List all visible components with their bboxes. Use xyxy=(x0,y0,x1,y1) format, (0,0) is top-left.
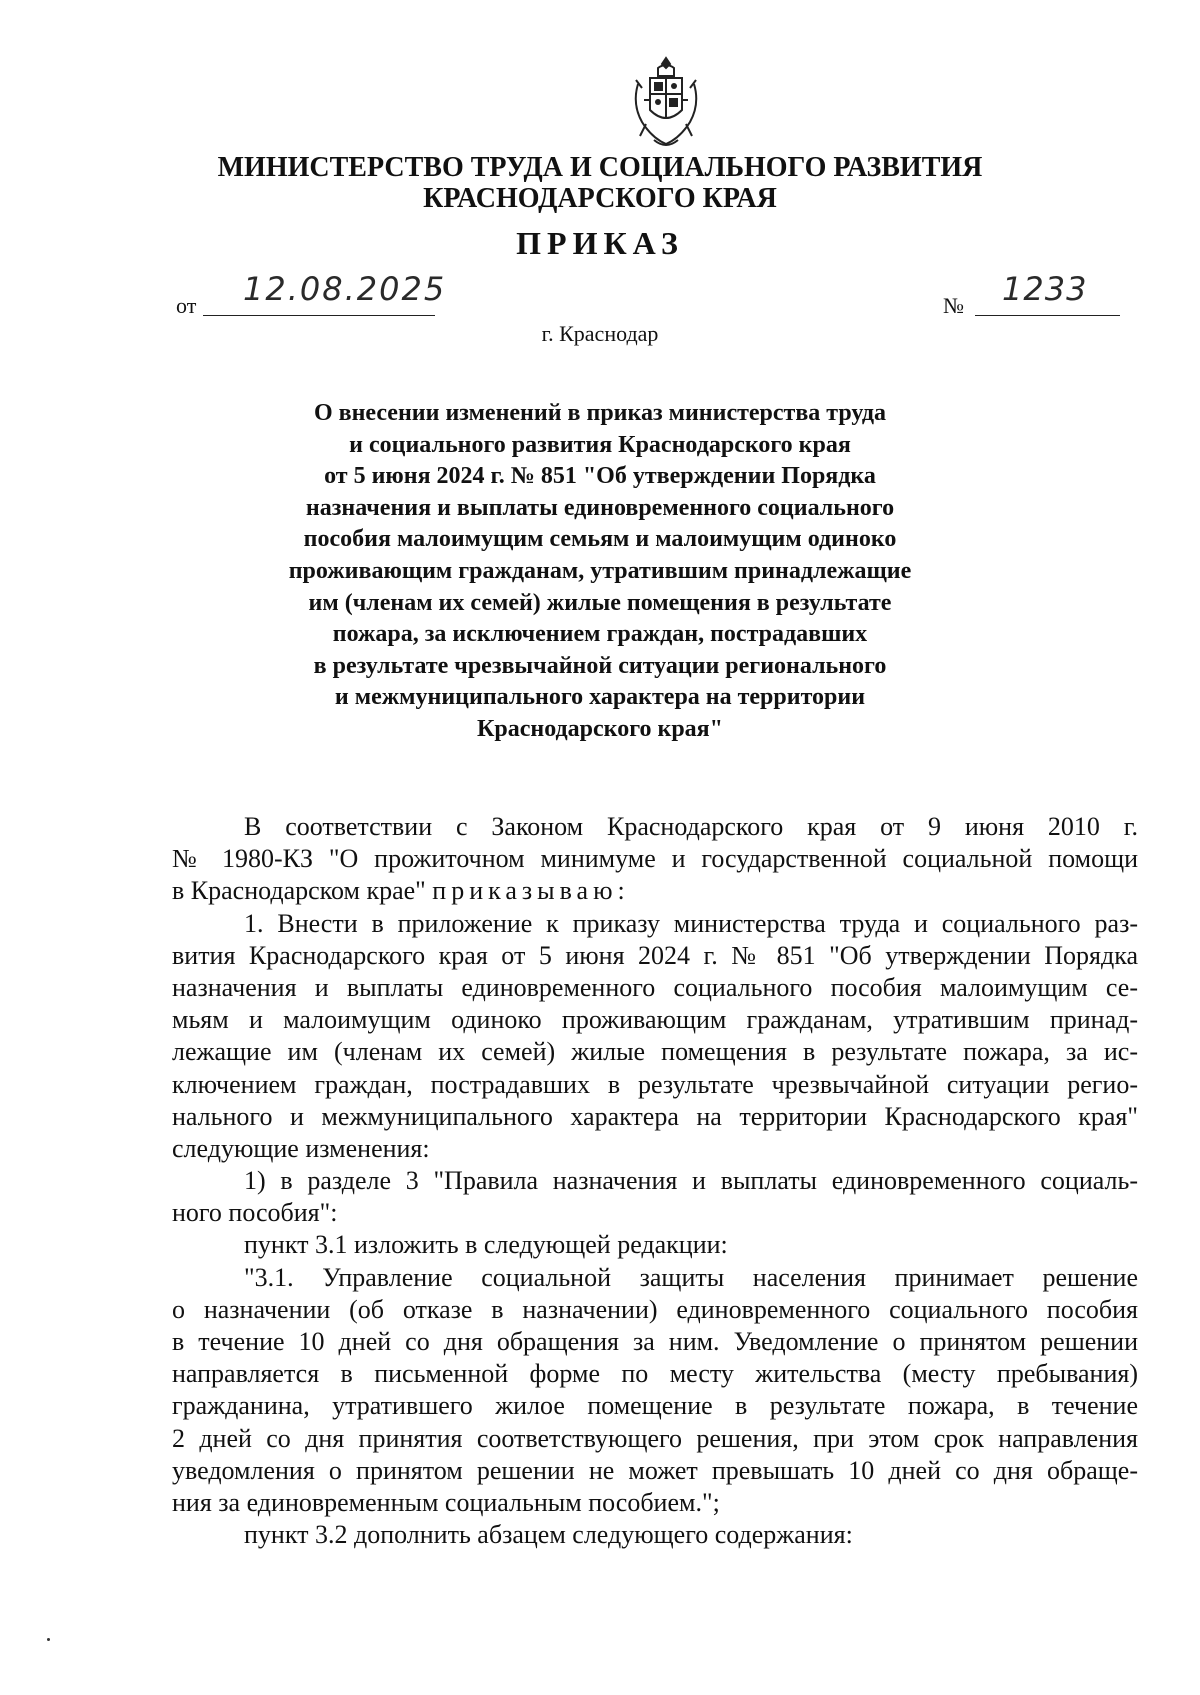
body-line: № 1980-КЗ "О прожиточном минимуме и государственной социальной помощи xyxy=(172,844,1138,874)
body-line: мьям и малоимущим одиноко проживающим гражданам, утратившим принад- xyxy=(172,1005,1138,1035)
date-underline xyxy=(203,315,435,316)
coat-of-arms-emblem xyxy=(628,54,704,154)
title-line: им (членам их семей) жилые помещения в результате xyxy=(308,589,892,616)
title-line: Краснодарского края" xyxy=(477,715,723,742)
number-underline xyxy=(975,315,1120,316)
body-line: ключением граждан, пострадавших в результате чрезвычайной ситуации регио- xyxy=(172,1069,1138,1099)
body-line: пункт 3.2 дополнить абзацем следующего содержания: xyxy=(244,1520,853,1550)
title-line: назначения и выплаты единовременного социального xyxy=(305,494,895,521)
order-word: приказываю: xyxy=(432,876,630,906)
title-line: и социального развития Краснодарского края xyxy=(349,431,851,458)
body-line: назначения и выплаты единовременного социального пособия малоимущим се- xyxy=(172,972,1138,1002)
document-title xyxy=(150,398,1050,746)
title-line: от 5 июня 2024 г. № 851 "Об утверждении Порядка xyxy=(324,463,876,490)
title-line: О внесении изменений в приказ министерства труда xyxy=(313,400,887,426)
body-line: "3.1. Управление социальной защиты населения принимает решение xyxy=(244,1262,1138,1292)
body-text: в Краснодарском крае" xyxy=(172,876,426,906)
body-line: вития Краснодарского края от 5 июня 2024 г. № 851 "Об утверждении Порядка xyxy=(172,940,1138,970)
body-line: пункт 3.1 изложить в следующей редакции: xyxy=(244,1230,728,1260)
title-line: в результате чрезвычайной ситуации регионального xyxy=(313,652,887,679)
body-line: ного пособия": xyxy=(172,1198,338,1228)
date-label: от xyxy=(176,293,197,318)
number-handwritten: 1233 xyxy=(1002,270,1088,308)
body-line: направляется в письменной форме по месту жительства (месту пребывания) xyxy=(172,1359,1138,1389)
body-line: ния за единовременным социальным пособием."; xyxy=(172,1487,720,1517)
ministry-name-line-1: МИНИСТЕРСТВО ТРУДА И СОЦИАЛЬНОГО РАЗВИТИЯ xyxy=(217,152,983,183)
body-line: 1. Внести в приложение к приказу министерства труда и социального раз- xyxy=(244,908,1138,938)
title-line: и межмуниципального характера на территории xyxy=(334,684,866,711)
body-line: нального и межмуниципального характера на территории Краснодарского края" xyxy=(172,1101,1138,1131)
date-handwritten: 12.08.2025 xyxy=(243,270,447,308)
body-line: уведомления о принятом решении не может превышать 10 дней со дня обраще- xyxy=(172,1455,1138,1485)
body-line: 2 дней со дня принятия соответствующего решения, при этом срок направления xyxy=(172,1423,1138,1453)
title-line: пожара, за исключением граждан, пострадавших xyxy=(332,621,868,648)
body-line: в течение 10 дней со дня обращения за ним. Уведомление о принятом решении xyxy=(172,1327,1138,1356)
number-label: № xyxy=(943,293,964,318)
body-line: В соответствии с Законом Краснодарского края от 9 июня 2010 г. xyxy=(244,812,1138,841)
body-line xyxy=(172,875,1138,907)
document-body xyxy=(172,811,1138,1551)
scan-artifact-dot xyxy=(47,1638,50,1641)
body-line: лежащие им (членам их семей) жилые помещения в результате пожара, за ис- xyxy=(172,1037,1138,1067)
city-label: г. Краснодар xyxy=(541,321,659,346)
body-line: гражданина, утратившего жилое помещение в результате пожара, в течение xyxy=(172,1391,1138,1421)
body-line: 1) в разделе 3 "Правила назначения и выплаты единовременного социаль- xyxy=(244,1166,1138,1196)
body-line: о назначении (об отказе в назначении) единовременного социального пособия xyxy=(172,1294,1138,1324)
title-line: пособия малоимущим семьям и малоимущим одиноко xyxy=(303,526,897,553)
title-line: проживающим гражданам, утратившим принадлежащие xyxy=(288,557,912,584)
body-line: следующие изменения: xyxy=(172,1133,430,1163)
document-type-heading: ПРИКАЗ xyxy=(516,225,684,261)
ministry-name-line-2: КРАСНОДАРСКОГО КРАЯ xyxy=(423,183,777,214)
